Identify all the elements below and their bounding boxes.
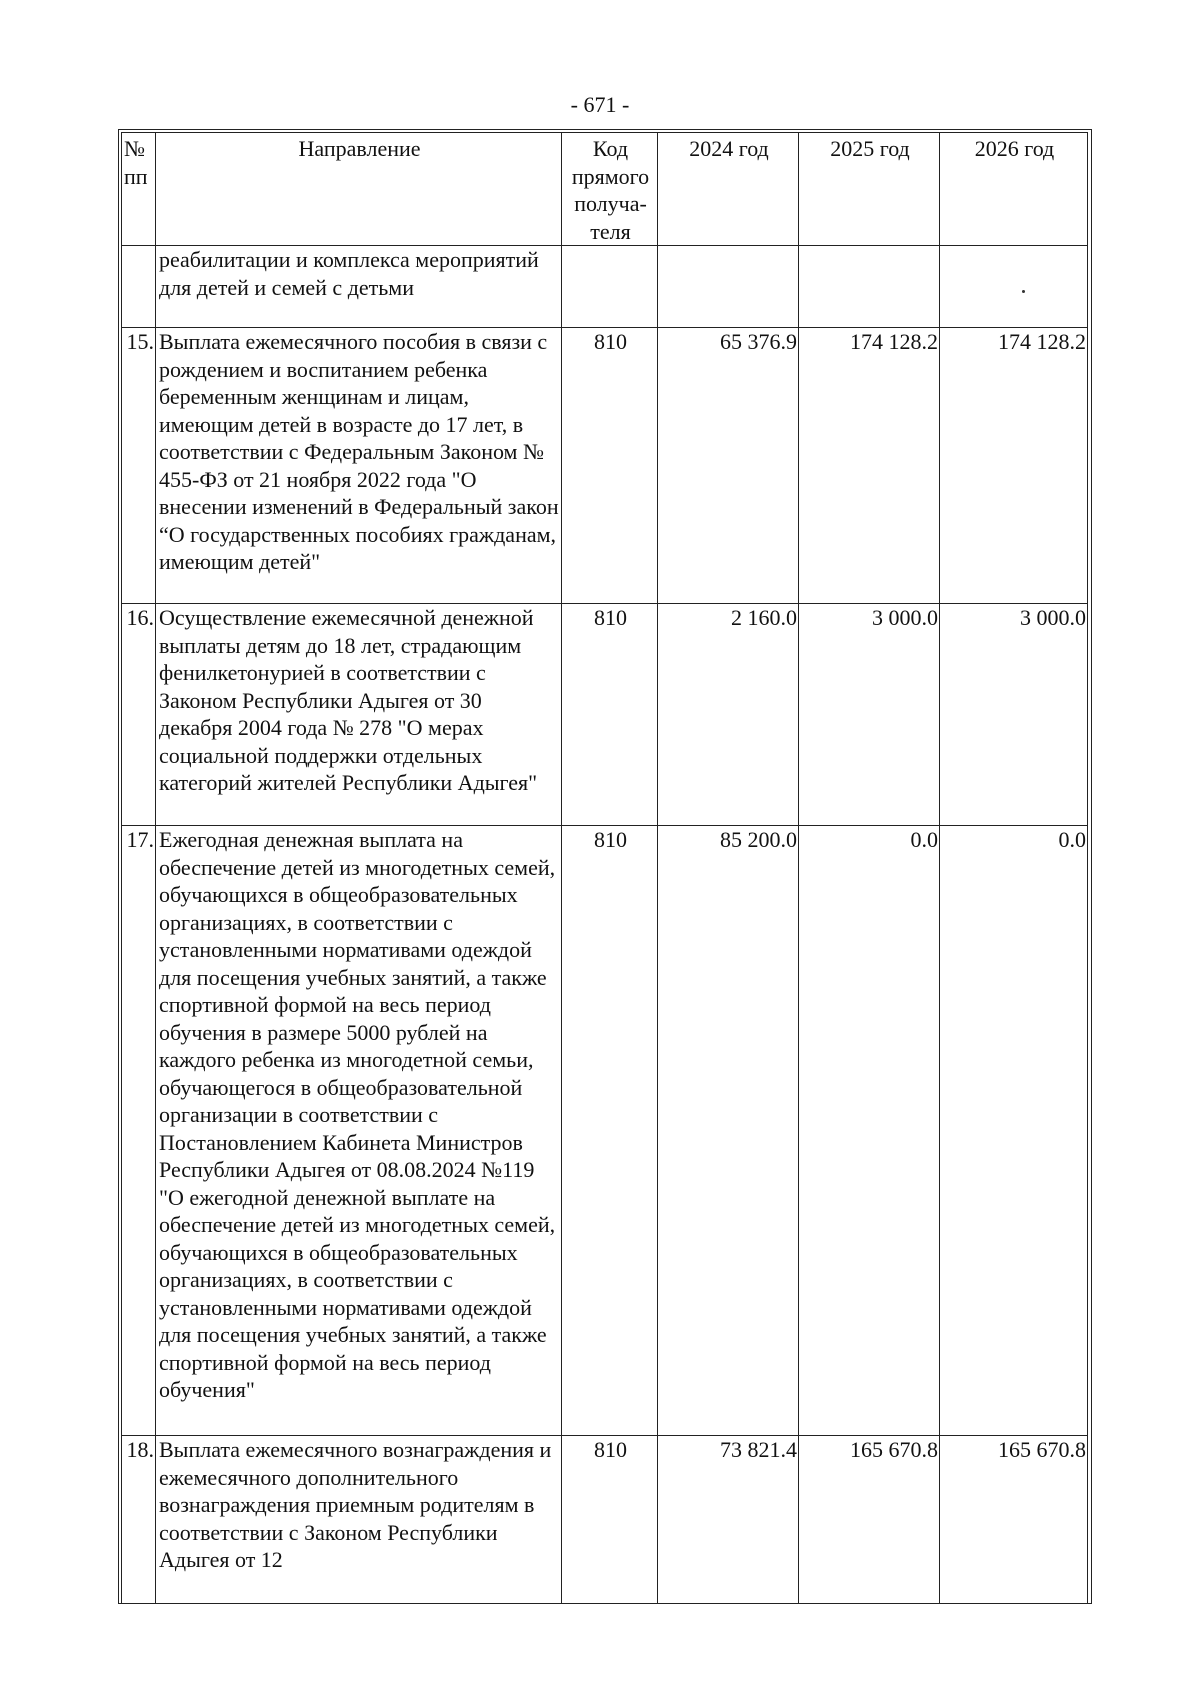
row-direction: Выплата ежемесячного вознаграждения и ежемесячного дополнительного вознаграждения приемным родителям в соответствии с Законом Республики Адыгея от 12	[156, 1436, 562, 1604]
row-number: 16.	[122, 604, 156, 826]
row-number: 18.	[122, 1436, 156, 1604]
row-value-2025: 3 000.0	[799, 604, 940, 826]
scan-dot-mark	[1022, 290, 1025, 293]
row-value-2026: 174 128.2	[940, 328, 1088, 604]
row-code: 810	[562, 328, 658, 604]
row-value-2025: 174 128.2	[799, 328, 940, 604]
page-number: - 671 -	[570, 92, 630, 117]
row-value-2026	[940, 246, 1088, 328]
table-row	[122, 328, 1088, 604]
header-num: № пп	[122, 133, 156, 246]
table-row	[122, 1436, 1088, 1604]
row-value-2026: 0.0	[940, 826, 1088, 1436]
row-direction: Выплата ежемесячного пособия в связи с рождением и воспитанием ребенка беременным женщинам и лицам, имеющим детей в возрасте до 17 лет, в соответствии с Федеральным Законом № 455-ФЗ от 21 ноября 2022 года "О внесении изменений в Федеральный закон “О государственных пособиях гражданам, имеющим детей"	[156, 328, 562, 604]
budget-table	[121, 132, 1088, 1604]
row-code	[562, 246, 658, 328]
table-row	[122, 604, 1088, 826]
header-2026: 2026 год	[940, 133, 1088, 246]
row-number: 17.	[122, 826, 156, 1436]
table-row	[122, 246, 1088, 328]
row-value-2025: 165 670.8	[799, 1436, 940, 1604]
row-value-2024: 2 160.0	[658, 604, 799, 826]
row-code: 810	[562, 604, 658, 826]
row-number	[122, 246, 156, 328]
row-value-2024: 73 821.4	[658, 1436, 799, 1604]
row-value-2026: 165 670.8	[940, 1436, 1088, 1604]
row-code: 810	[562, 1436, 658, 1604]
row-number: 15.	[122, 328, 156, 604]
row-value-2025: 0.0	[799, 826, 940, 1436]
header-2025: 2025 год	[799, 133, 940, 246]
row-value-2024: 85 200.0	[658, 826, 799, 1436]
row-value-2026: 3 000.0	[940, 604, 1088, 826]
row-direction: Ежегодная денежная выплата на обеспечение детей из многодетных семей, обучающихся в общеобразовательных организациях, в соответствии с установленными нормативами одеждой для посещения учебных занятий, а также спортивной формой на весь период обучения в размере 5000 рублей на каждого ребенка из многодетной семьи, обучающегося в общеобразовательной организации в соответствии с Постановлением Кабинета Министров Республики Адыгея от 08.08.2024 №119 "О ежегодной денежной выплате на обеспечение детей из многодетных семей, обучающихся в общеобразовательных организациях, в соответствии с установленными нормативами одеждой для посещения учебных занятий, а также спортивной формой на весь период обучения"	[156, 826, 562, 1436]
row-direction: Осуществление ежемесячной денежной выплаты детям до 18 лет, страдающим фенилкетонурией в соответствии с Законом Республики Адыгея от 30 декабря 2004 года № 278 "О мерах социальной поддержки отдельных категорий жителей Республики Адыгея"	[156, 604, 562, 826]
header-code: Код прямого получа- теля	[562, 133, 658, 246]
table-header-row	[122, 133, 1088, 246]
row-direction: реабилитации и комплекса мероприятий для детей и семей с детьми	[156, 246, 562, 328]
table-row	[122, 826, 1088, 1436]
row-value-2025	[799, 246, 940, 328]
row-value-2024	[658, 246, 799, 328]
row-value-2024: 65 376.9	[658, 328, 799, 604]
row-code: 810	[562, 826, 658, 1436]
header-direction: Направление	[156, 133, 562, 246]
header-2024: 2024 год	[658, 133, 799, 246]
